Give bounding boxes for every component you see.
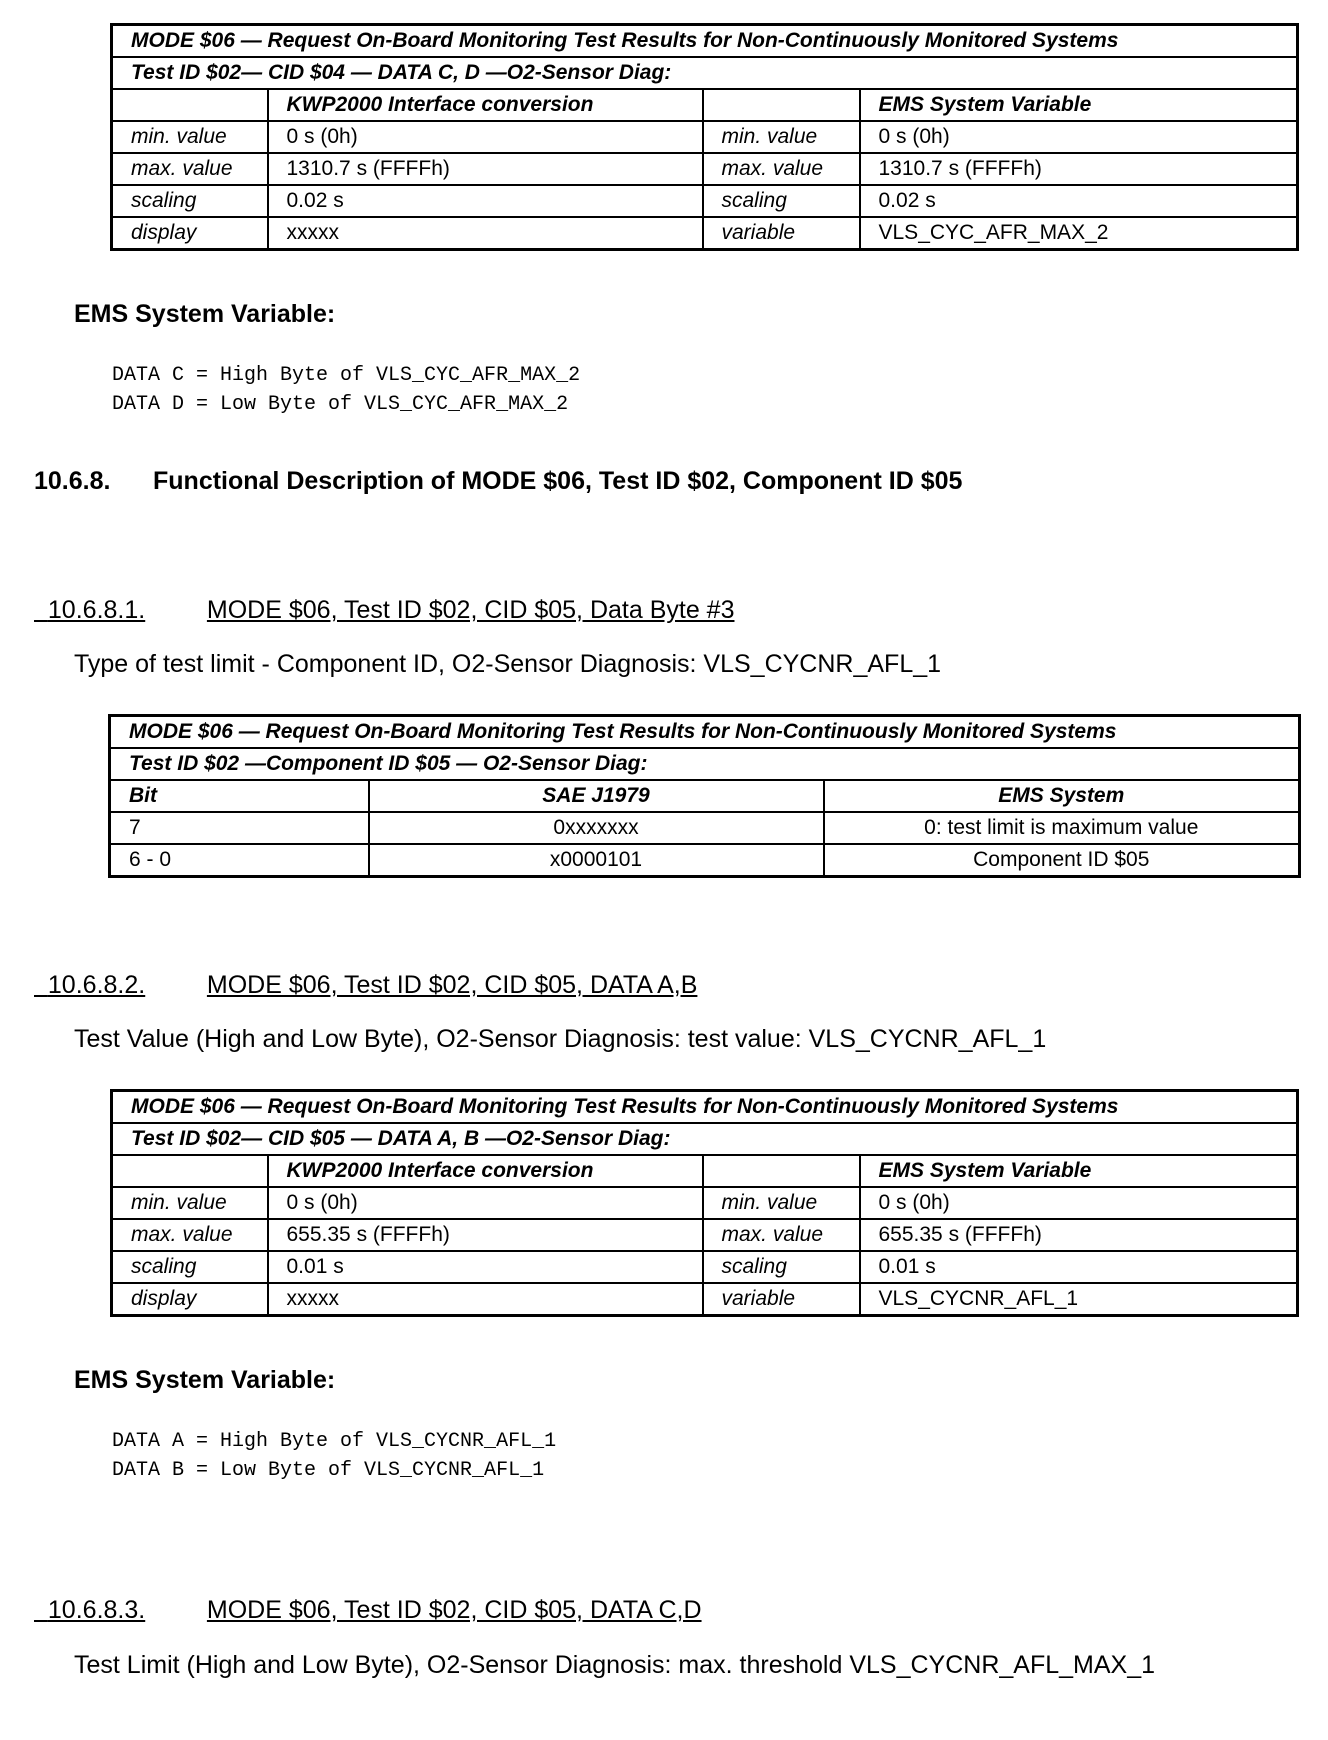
code-line: DATA D = Low Byte of VLS_CYC_AFR_MAX_2 (112, 393, 569, 416)
code-line: DATA A = High Byte of VLS_CYCNR_AFL_1 (112, 1430, 557, 1453)
table-cid04-data-cd (110, 23, 1299, 251)
subsection-number: 10.6.8.2. (47, 971, 146, 999)
table-row: scaling 0.01 s scaling 0.01 s (112, 1251, 1298, 1283)
section-number: 10.6.8. (34, 467, 111, 495)
subsection-title: MODE $06, Test ID $02, CID $05, DATA A,B (206, 971, 698, 999)
table-row: display xxxxx variable VLS_CYC_AFR_MAX_2 (112, 217, 1298, 250)
table-subtitle: Test ID $02— CID $04 — DATA C, D —O2-Sensor Diag: (112, 57, 1298, 89)
table-row: 7 0xxxxxxx 0: test limit is maximum value (110, 812, 1300, 844)
ems-variable-heading: EMS System Variable: (74, 300, 336, 328)
table-subtitle: Test ID $02— CID $05 — DATA A, B —O2-Sensor Diag: (112, 1123, 1298, 1155)
table-cid05-data-ab (110, 1089, 1299, 1317)
table-row: min. value 0 s (0h) min. value 0 s (0h) (112, 1187, 1298, 1219)
table-title: MODE $06 — Request On-Board Monitoring Test Results for Non-Continuously Monitored Systems (112, 25, 1298, 58)
table-header-row: KWP2000 Interface conversion EMS System Variable (112, 89, 1298, 121)
table-title: MODE $06 — Request On-Board Monitoring Test Results for Non-Continuously Monitored Systems (110, 716, 1300, 749)
table-header-row: KWP2000 Interface conversion EMS System Variable (112, 1155, 1298, 1187)
subsection-number: 10.6.8.1. (47, 596, 146, 624)
table-row: min. value 0 s (0h) min. value 0 s (0h) (112, 121, 1298, 153)
table-cid05-data-byte3 (108, 714, 1301, 878)
subsection-heading (34, 1567, 774, 1625)
table-row: display xxxxx variable VLS_CYCNR_AFL_1 (112, 1283, 1298, 1316)
subsection-heading (34, 942, 769, 1000)
section-title: Functional Description of MODE $06, Test ID $02, Component ID $05 (153, 467, 963, 495)
table-row: scaling 0.02 s scaling 0.02 s (112, 185, 1298, 217)
table-header-row: Bit SAE J1979 EMS System (110, 780, 1300, 812)
ems-variable-heading: EMS System Variable: (74, 1366, 336, 1394)
paragraph: Test Value (High and Low Byte), O2-Sensor Diagnosis: test value: VLS_CYCNR_AFL_1 (74, 1025, 1047, 1053)
code-line: DATA C = High Byte of VLS_CYC_AFR_MAX_2 (112, 364, 581, 387)
code-line: DATA B = Low Byte of VLS_CYCNR_AFL_1 (112, 1459, 545, 1482)
table-subtitle: Test ID $02 —Component ID $05 — O2-Sensor Diag: (110, 748, 1300, 780)
paragraph: Test Limit (High and Low Byte), O2-Sensor Diagnosis: max. threshold VLS_CYCNR_AFL_MAX_1 (74, 1651, 1156, 1679)
table-row: max. value 1310.7 s (FFFFh) max. value 1310.7 s (FFFFh) (112, 153, 1298, 185)
subsection-title: MODE $06, Test ID $02, CID $05, DATA C,D (206, 1596, 702, 1624)
subsection-heading (34, 567, 769, 625)
subsection-title: MODE $06, Test ID $02, CID $05, Data Byte #3 (206, 596, 735, 624)
table-title: MODE $06 — Request On-Board Monitoring Test Results for Non-Continuously Monitored Systems (112, 1091, 1298, 1124)
table-row: max. value 655.35 s (FFFFh) max. value 655.35 s (FFFFh) (112, 1219, 1298, 1251)
table-row: 6 - 0 x0000101 Component ID $05 (110, 844, 1300, 877)
subsection-number: 10.6.8.3. (47, 1596, 146, 1624)
paragraph: Type of test limit - Component ID, O2-Sensor Diagnosis: VLS_CYCNR_AFL_1 (74, 650, 942, 678)
